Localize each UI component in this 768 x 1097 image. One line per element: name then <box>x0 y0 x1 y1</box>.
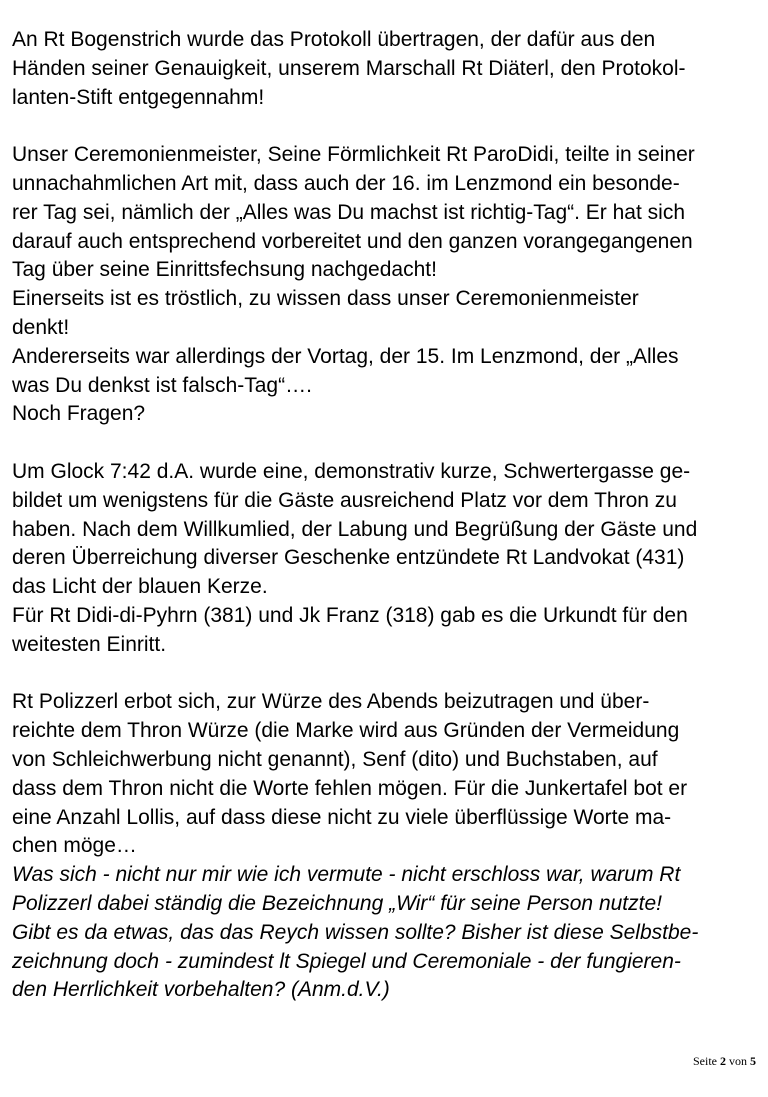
page-label: Seite <box>693 1054 717 1068</box>
text-line: Für Rt Didi-di-Pyhrn (381) und Jk Franz (318) gab es die Urkundt für den <box>12 603 688 627</box>
paragraph-schwertergasse <box>12 458 756 660</box>
text-line: chen möge… <box>12 834 137 858</box>
paragraph-protocol-transfer <box>12 26 756 112</box>
text-line: Rt Polizzerl erbot sich, zur Würze des Abends beizutragen und über- <box>12 690 650 714</box>
author-note-line: Was sich - nicht nur mir wie ich vermute - nicht erschloss war, warum Rt <box>12 863 681 887</box>
text-line: was Du denkst ist falsch-Tag“…. <box>12 373 312 397</box>
text-line: von Schleichwerbung nicht genannt), Senf (dito) und Buchstaben, auf <box>12 747 658 771</box>
text-line: Um Glock 7:42 d.A. wurde eine, demonstrativ kurze, Schwertergasse ge- <box>12 459 691 483</box>
text-line: bildet um wenigstens für die Gäste ausreichend Platz vor dem Thron zu <box>12 488 677 512</box>
paragraph-polizzerl <box>12 688 756 1005</box>
author-note-line: Polizzerl dabei ständig die Bezeichnung „Wir“ für seine Person nutzte! <box>12 891 662 915</box>
text-line: dass dem Thron nicht die Worte fehlen mögen. Für die Junkertafel bot er <box>12 776 688 800</box>
document-body <box>12 26 756 1005</box>
text-line: denkt! <box>12 315 70 339</box>
text-line: lanten-Stift entgegennahm! <box>12 85 265 109</box>
author-note-line: den Herrlichkeit vorbehalten? (Anm.d.V.) <box>12 978 390 1002</box>
current-page-number: 2 <box>720 1054 726 1068</box>
text-line: Noch Fragen? <box>12 402 146 426</box>
text-line: Unser Ceremonienmeister, Seine Förmlichkeit Rt ParoDidi, teilte in seiner <box>12 143 695 167</box>
text-line: das Licht der blauen Kerze. <box>12 575 268 599</box>
text-line: unnachahmlichen Art mit, dass auch der 16. im Lenzmond ein besonde- <box>12 171 680 195</box>
text-line: eine Anzahl Lollis, auf dass diese nicht zu viele überflüssige Worte ma- <box>12 805 672 829</box>
page-number-footer <box>693 1054 756 1069</box>
paragraph-spacer <box>12 112 756 141</box>
paragraph-spacer <box>12 429 756 458</box>
author-note-line: Gibt es da etwas, das das Reych wissen sollte? Bisher ist diese Selbstbe- <box>12 920 699 944</box>
author-note-line: zeichnung doch - zumindest lt Spiegel und Ceremoniale - der fungieren- <box>12 949 681 973</box>
text-line: darauf auch entsprechend vorbereitet und den ganzen vorangegangenen <box>12 229 693 253</box>
paragraph-spacer <box>12 660 756 689</box>
paragraph-ceremonienmeister <box>12 141 756 429</box>
text-line: Tag über seine Einrittsfechsung nachgedacht! <box>12 258 437 282</box>
text-line: deren Überreichung diverser Geschenke entzündete Rt Landvokat (431) <box>12 546 685 570</box>
total-page-number: 5 <box>750 1054 756 1068</box>
text-line: rer Tag sei, nämlich der „Alles was Du machst ist richtig-Tag“. Er hat sich <box>12 200 686 224</box>
text-line: haben. Nach dem Willkumlied, der Labung und Begrüßung der Gäste und <box>12 517 698 541</box>
text-line: Andererseits war allerdings der Vortag, der 15. Im Lenzmond, der „Alles <box>12 344 679 368</box>
text-line: Händen seiner Genauigkeit, unserem Marschall Rt Diäterl, den Protokol- <box>12 56 686 80</box>
text-line: weitesten Einritt. <box>12 632 167 656</box>
text-line: Einerseits ist es tröstlich, zu wissen dass unser Ceremonienmeister <box>12 287 639 311</box>
text-line: reichte dem Thron Würze (die Marke wird aus Gründen der Vermeidung <box>12 719 680 743</box>
text-line: An Rt Bogenstrich wurde das Protokoll übertragen, der dafür aus den <box>12 28 656 51</box>
page-separator: von <box>729 1054 747 1068</box>
